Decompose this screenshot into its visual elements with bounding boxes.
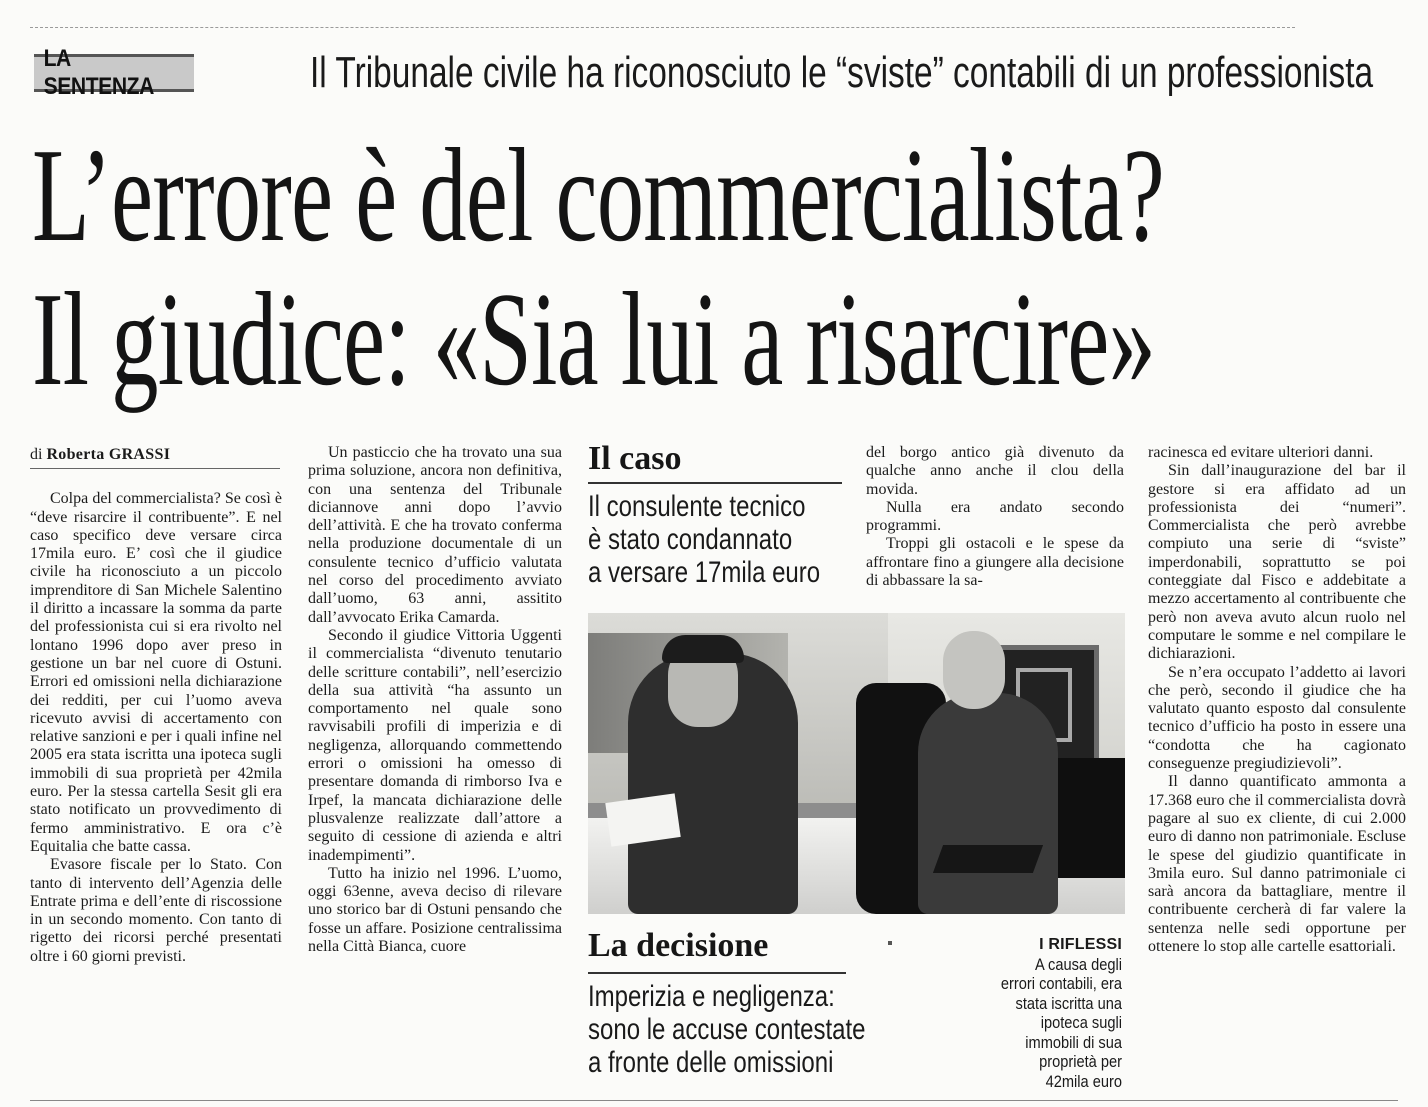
paragraph: Evasore fiscale per lo Stato. Con tanto di intervento dell’Agenzia delle Entrate prima e dell’ente di riscossione in un secondo momento. Con tanto di rigetto dei ricorsi perché presentati oltre i 60 giorni previsti.	[30, 856, 282, 965]
headline-line-2: Il giudice: «Sia lui a risarcire»	[32, 265, 1156, 413]
paragraph: Se n’era occupato l’addetto ai lavori che però, secondo il giudice che ha valutato quanto esposto dal consulente tecnico d’ufficio ha posto in essere una “condotta che ha cagionato conseguenze pregiudizievoli”.	[1148, 663, 1406, 773]
headline-line-1: L’errore è del commercialista?	[32, 121, 1165, 269]
caption-marker	[888, 941, 892, 945]
caption-line: immobili di sua	[1025, 1032, 1122, 1052]
paragraph: Il danno quantificato ammonta a 17.368 euro che il commercialista dovrà pagare al suo ex cliente, di cui 2.000 euro di danno non patrimoniale. Escluse le spese del giudizio quantificate in 3mila euro. Sul danno patrimoniale ci sarà ancora da battagliare, mentre il contribuente cercherà di far valere la sentenza nelle sedi opportune per ottenere lo stop alle cartelle esattoriali.	[1148, 773, 1406, 956]
paragraph: del borgo antico già divenuto da qualche anno anche il clou della movida.	[866, 444, 1124, 498]
paragraph: racinesca ed evitare ulteriori danni.	[1148, 444, 1374, 461]
article-column-1	[30, 446, 282, 966]
article-column-4	[1148, 444, 1406, 956]
caption-title: I RIFLESSI	[1039, 936, 1122, 953]
caption-line: errori contabili, era	[1000, 974, 1122, 993]
section-kicker-label: LA SENTENZA	[43, 45, 154, 100]
article-column-3	[866, 444, 1124, 590]
paragraph: Tutto ha inizio nel 1996. L’uomo, oggi 63enne, aveva deciso di rilevare uno storico bar di Ostuni pensando che fosse un affare. Posizione centralissima nella Città Bianca, cuore	[308, 864, 562, 956]
paragraph: Nulla era andato secondo programmi.	[866, 498, 1124, 535]
subtitle-line: sono le accuse contestate	[588, 1013, 866, 1046]
byline-author: Roberta GRASSI	[46, 446, 171, 463]
section-kicker	[34, 45, 194, 100]
article-photo	[588, 613, 1125, 914]
caption-line: proprietà per	[1039, 1052, 1122, 1071]
byline-prefix: di	[30, 446, 43, 463]
box-caso-subtitle	[588, 490, 908, 589]
box-decisione-title: La decisione	[588, 927, 769, 964]
box-decisione-subtitle	[588, 980, 908, 1079]
caption-line: stata iscritta una	[1015, 993, 1122, 1013]
subtitle-line: a fronte delle omissioni	[588, 1046, 834, 1079]
bottom-rule	[30, 1100, 1398, 1101]
box-caso-rule	[588, 482, 842, 484]
article-column-2	[308, 444, 562, 956]
paragraph: Colpa del commercialista? Se così è “deve risarcire il contribuente”. E nel caso specifico deve versare circa 17mila euro. E’ così che il giudice civile ha riconosciuto a un piccolo imprenditore di San Michele Salentino il diritto a incassare la somma da parte del professionista cui si era rivolto nel lontano 1996 dopo aver preso in gestione un bar nel cuore di Ostuni. Errori ed omissioni nella dichiarazione dei redditi, per cui l’uomo aveva ricevuto avvisi di accertamento con relative sanzioni e per i quali infine nel 2005 era stata iscritta una ipoteca sugli immobili di sua proprietà per 42mila euro. Per la stessa cartella Sesit gli era stato notificato un provvedimento di fermo amministrativo. E ora c’è Equitalia che batte cassa.	[30, 490, 282, 855]
top-rule	[30, 27, 1295, 28]
caption-line: A causa degli	[1035, 954, 1122, 974]
subtitle-line: è stato condannato	[588, 523, 793, 556]
subtitle-line: Il consulente tecnico	[588, 490, 806, 523]
subtitle-line: Imperizia e negligenza:	[588, 980, 835, 1013]
subtitle-line: a versare 17mila euro	[588, 556, 821, 589]
photo-caption	[968, 935, 1122, 1091]
byline	[30, 446, 282, 464]
paragraph: Secondo il giudice Vittoria Uggenti il commercialista “divenuto tenutario delle scritture contabili”, nell’esercizio della sua attività “ha assunto un comportamento nel quale sono ravvisabili profili di imperizia e di negligenza, allorquando commettendo errori o omissioni ha omesso di presentare domanda di rimborso Iva e Irpef, la mancata dichiarazione delle plusvalenze realizzate dall’attore a seguito di cessione di azienda e altri inadempimenti”.	[308, 626, 562, 864]
paragraph: Sin dall’inaugurazione del bar il gestore si era affidato ad un professionista dei “numeri”. Commercialista che però avrebbe compiuto una serie di “sviste” imperdonabili, soprattutto se poi conteggiate dal Fisco e addebitate a mezzo accertamento al contribuente che però non aveva avuto alcun ruolo nel computare le somme e nel compilare le dichiarazioni.	[1148, 462, 1406, 663]
paragraph: Troppi gli ostacoli e le spese da affrontare fino a giungere alla decisione di abbassare la sa-	[866, 535, 1124, 590]
caption-line: 42mila euro	[1045, 1071, 1122, 1091]
box-caso-title: Il caso	[588, 440, 682, 477]
overline: Il Tribunale civile ha riconosciuto le “sviste” contabili di un professionista	[310, 48, 1374, 97]
byline-rule	[30, 468, 280, 469]
paragraph: Un pasticcio che ha trovato una sua prima soluzione, ancora non definitiva, con una sentenza del Tribunale diciannove anni dopo l’avvio dell’attività. E che ha trovato conferma nella produzione documentale di un consulente tecnico d’ufficio valutata nel corso del procedimento avviato dall’uomo, 63 anni, assitito dall’avvocato Erika Camarda.	[308, 444, 562, 626]
box-decisione-rule	[588, 972, 846, 974]
caption-line: ipoteca sugli	[1040, 1013, 1122, 1032]
